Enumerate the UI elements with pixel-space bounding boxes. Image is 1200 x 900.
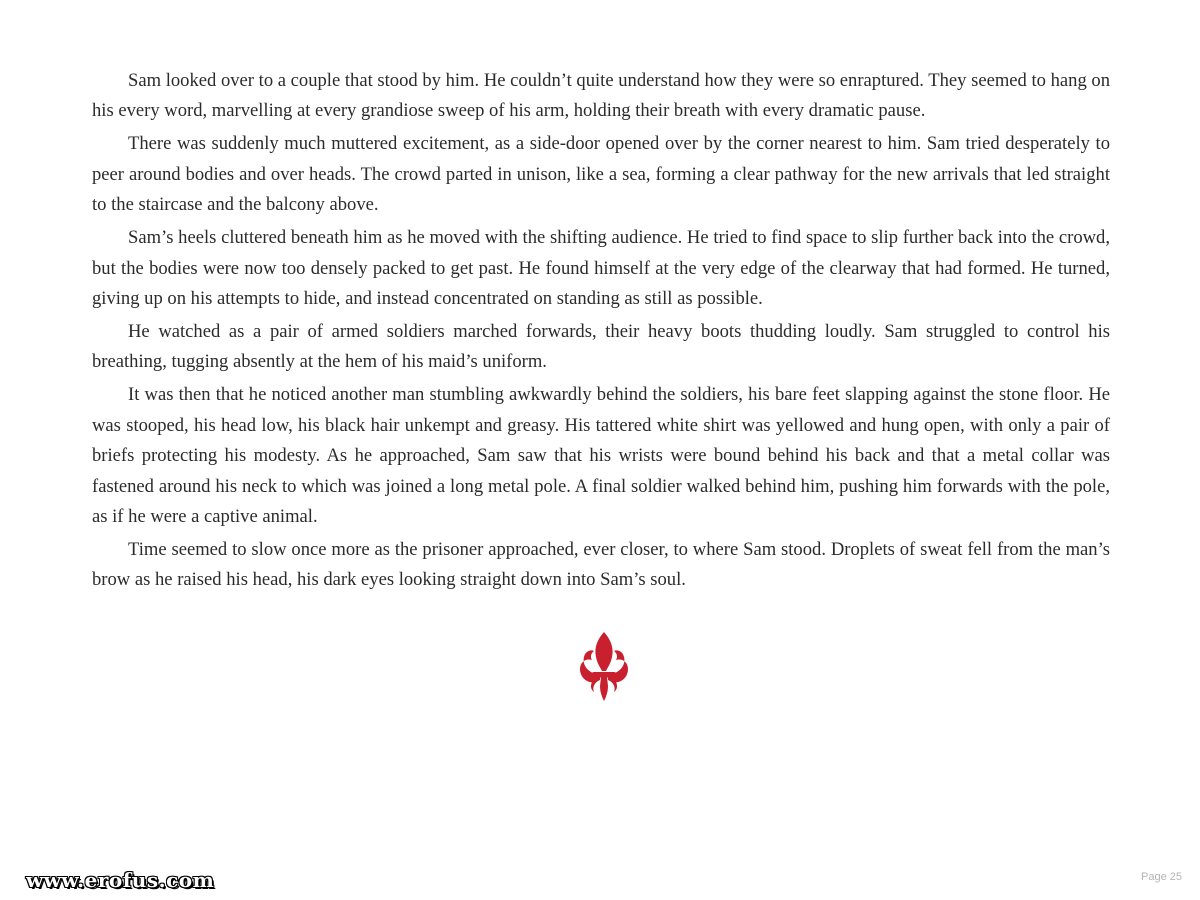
- story-text: [92, 66, 1110, 598]
- fleur-de-lis-icon: [570, 630, 638, 702]
- paragraph-4: He watched as a pair of armed soldiers marched forwards, their heavy boots thudding loudly. Sam struggled to control his breathing, tugging absently at the hem of his maid’s uniform.: [92, 321, 1110, 373]
- paragraph-2: There was suddenly much muttered excitement, as a side-door opened over by the corner nearest to him. Sam tried desperately to peer around bodies and over heads. The crowd parted in unison, like a sea, forming a clear pathway for the new arrivals that led straight to the staircase and the balcony above.: [92, 133, 1110, 216]
- paragraph-6: Time seemed to slow once more as the prisoner approached, ever closer, to where Sam stood. Droplets of sweat fell from the man’s brow as he raised his head, his dark eyes looking straight down into Sam’s soul.: [92, 539, 1110, 591]
- watermark: www.erofus.com: [26, 868, 215, 892]
- paragraph-5: It was then that he noticed another man stumbling awkwardly behind the soldiers, his bare feet slapping against the stone floor. He was stooped, his head low, his black hair unkempt and greasy. His tattered white shirt was yellowed and hung open, with only a pair of briefs protecting his modesty. As he approached, Sam saw that his wrists were bound behind his back and that a metal collar was fastened around his neck to which was joined a long metal pole. A final soldier walked behind him, pushing him forwards with the pole, as if he were a captive animal.: [92, 384, 1110, 528]
- paragraph-1: Sam looked over to a couple that stood by him. He couldn’t quite understand how they were so enraptured. They seemed to hang on his every word, marvelling at every grandiose sweep of his arm, holding their breath with every dramatic pause.: [92, 70, 1110, 122]
- page-number: Page 25: [1141, 871, 1182, 883]
- paragraph-3: Sam’s heels cluttered beneath him as he moved with the shifting audience. He tried to find space to slip further back into the crowd, but the bodies were now too densely packed to get past. He found himself at the very edge of the clearway that had formed. He turned, giving up on his attempts to hide, and instead concentrated on standing as still as possible.: [92, 227, 1110, 310]
